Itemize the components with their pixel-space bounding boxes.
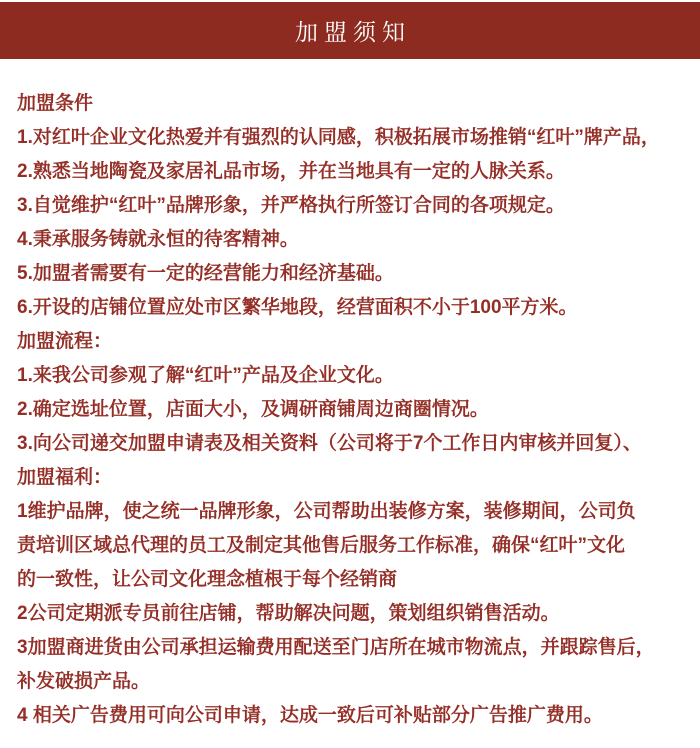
text-line: 2公司定期派专员前往店铺，帮助解决问题，策划组织销售活动。: [17, 603, 560, 624]
text-line: 3.自觉维护“红叶”品牌形象，并严格执行所签订合同的各项规定。: [17, 195, 565, 216]
text-line: 2.确定选址位置，店面大小，及调研商铺周边商圈情况。: [17, 399, 489, 420]
section-heading: 加盟条件: [17, 93, 94, 114]
text-line: 1.来我公司参观了解“红叶”产品及企业文化。: [17, 365, 394, 386]
page-title: 加盟须知: [295, 19, 411, 45]
text-line: 5.加盟者需要有一定的经营能力和经济基础。: [17, 263, 394, 284]
section-heading: 加盟福利：: [17, 467, 113, 488]
page: [0, 2, 700, 748]
text-line: 2.熟悉当地陶瓷及家居礼品市场，并在当地具有一定的人脉关系。: [17, 161, 565, 182]
text-line: 的一致性，让公司文化理念植根于每个经销商: [17, 569, 398, 590]
text-line: 1.对红叶企业文化热爱并有强烈的认同感，积极拓展市场推销“红叶”牌产品，: [17, 127, 660, 148]
header-bar: [0, 2, 700, 59]
text-line: 责培训区域总代理的员工及制定其他售后服务工作标准，确保“红叶”文化: [17, 535, 626, 556]
text-line: 4.秉承服务铸就永恒的待客精神。: [17, 229, 299, 250]
text-line: 6.开设的店铺位置应处市区繁华地段，经营面积不小于100平方米。: [17, 297, 578, 318]
section-heading: 加盟流程：: [17, 331, 113, 352]
text-line: 4 相关广告费用可向公司申请，达成一致后可补贴部分广告推广费用。: [17, 705, 603, 726]
content: [0, 59, 700, 733]
text-line: 3.向公司递交加盟申请表及相关资料（公司将于7个工作日内审核并回复）、: [17, 433, 642, 454]
text-line: 补发破损产品。: [17, 671, 151, 692]
text-line: 1维护品牌，使之统一品牌形象，公司帮助出装修方案，装修期间，公司负: [17, 501, 636, 522]
text-line: 3加盟商进货由公司承担运输费用配送至门店所在城市物流点，并跟踪售后，: [17, 637, 655, 658]
